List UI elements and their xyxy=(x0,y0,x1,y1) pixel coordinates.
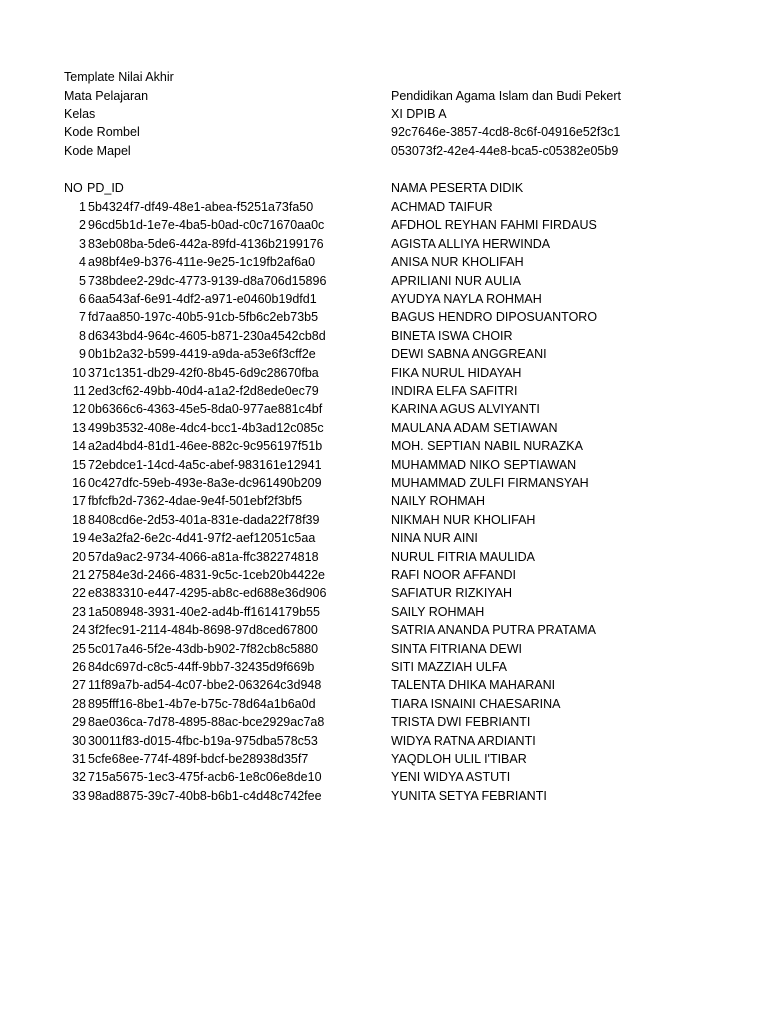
row-pd-id: 5c017a46-5f2e-43db-b902-7f82cb8c5880 xyxy=(88,641,319,656)
row-number: 2 xyxy=(79,218,86,233)
meta-row-kode-rombel xyxy=(0,123,768,141)
meta-value: Pendidikan Agama Islam dan Budi Pekert xyxy=(391,89,621,103)
row-number: 19 xyxy=(72,531,86,546)
row-student-name: SAFIATUR RIZKIYAH xyxy=(391,586,513,601)
row-pd-id: 738bdee2-29dc-4773-9139-d8a706d15896 xyxy=(88,273,327,288)
document-title: Template Nilai Akhir xyxy=(64,70,174,84)
row-student-name: SITI MAZZIAH ULFA xyxy=(391,660,507,674)
row-number: 26 xyxy=(72,660,86,674)
table-row xyxy=(0,382,768,400)
row-student-name: NIKMAH NUR KHOLIFAH xyxy=(391,512,536,527)
row-number: 27 xyxy=(72,678,86,693)
meta-row-kode-mapel xyxy=(0,142,768,160)
row-student-name: KARINA AGUS ALVIYANTI xyxy=(391,402,540,417)
table-row xyxy=(0,253,768,271)
row-student-name: ACHMAD TAIFUR xyxy=(391,200,493,214)
table-row xyxy=(0,511,768,529)
row-pd-id: 4e3a2fa2-6e2c-4d41-97f2-aef12051c5aa xyxy=(88,531,316,546)
row-number: 7 xyxy=(79,310,86,325)
row-pd-id: 57da9ac2-9734-4066-a81a-ffc382274818 xyxy=(88,549,319,564)
row-pd-id: 84dc697d-c8c5-44ff-9bb7-32435d9f669b xyxy=(88,660,315,674)
row-pd-id: fd7aa850-197c-40b5-91cb-5fb6c2eb73b5 xyxy=(88,310,319,325)
row-pd-id: a2ad4bd4-81d1-46ee-882c-9c956197f51b xyxy=(88,439,323,454)
row-number: 28 xyxy=(72,696,86,711)
row-student-name: YAQDLOH ULIL I'TIBAR xyxy=(391,752,527,766)
row-student-name: APRILIANI NUR AULIA xyxy=(391,273,521,288)
row-student-name: TALENTA DHIKA MAHARANI xyxy=(391,678,556,693)
row-number: 10 xyxy=(72,365,86,380)
row-pd-id: 27584e3d-2466-4831-9c5c-1ceb20b4422e xyxy=(88,568,326,582)
row-pd-id: 5b4324f7-df49-48e1-abea-f5251a73fa50 xyxy=(88,200,314,214)
row-student-name: FIKA NURUL HIDAYAH xyxy=(391,365,522,380)
row-student-name: MOH. SEPTIAN NABIL NURAZKA xyxy=(391,439,583,454)
row-number: 6 xyxy=(79,292,86,306)
table-row xyxy=(0,364,768,382)
row-student-name: TIARA ISNAINI CHAESARINA xyxy=(391,696,561,711)
row-pd-id: 11f89a7b-ad54-4c07-bbe2-063264c3d948 xyxy=(88,678,322,693)
row-number: 17 xyxy=(72,494,86,509)
row-student-name: SAILY ROHMAH xyxy=(391,604,485,619)
table-row xyxy=(0,400,768,418)
row-pd-id: 30011f83-d015-4fbc-b19a-975dba578c53 xyxy=(88,733,318,748)
row-student-name: YENI WIDYA ASTUTI xyxy=(391,770,511,785)
row-pd-id: 3f2fec91-2114-484b-8698-97d8ced67800 xyxy=(88,623,318,638)
row-number: 4 xyxy=(79,255,86,270)
meta-value: XI DPIB A xyxy=(391,107,447,121)
row-number: 32 xyxy=(72,770,86,785)
row-pd-id: 0c427dfc-59eb-493e-8a3e-dc961490b209 xyxy=(88,476,322,490)
table-row xyxy=(0,345,768,363)
table-header xyxy=(0,179,768,197)
row-number: 3 xyxy=(79,236,86,251)
row-student-name: RAFI NOOR AFFANDI xyxy=(391,568,517,582)
row-pd-id: 2ed3cf62-49bb-40d4-a1a2-f2d8ede0ec79 xyxy=(88,384,319,398)
table-row xyxy=(0,676,768,694)
table-row xyxy=(0,732,768,750)
row-student-name: DEWI SABNA ANGGREANI xyxy=(391,347,547,362)
table-row xyxy=(0,437,768,455)
table-row xyxy=(0,290,768,308)
row-pd-id: 96cd5b1d-1e7e-4ba5-b0ad-c0c71670aa0c xyxy=(88,218,325,233)
row-student-name: ANISA NUR KHOLIFAH xyxy=(391,255,524,270)
row-student-name: AFDHOL REYHAN FAHMI FIRDAUS xyxy=(391,218,597,233)
row-number: 20 xyxy=(72,549,86,564)
table-row xyxy=(0,584,768,602)
row-number: 1 xyxy=(79,200,86,214)
row-pd-id: 83eb08ba-5de6-442a-89fd-4136b2199176 xyxy=(88,236,324,251)
header-pd-id: PD_ID xyxy=(87,181,124,195)
row-student-name: TRISTA DWI FEBRIANTI xyxy=(391,715,531,730)
row-student-name: NURUL FITRIA MAULIDA xyxy=(391,549,536,564)
meta-label: Kelas xyxy=(64,107,96,121)
meta-row-kelas xyxy=(0,105,768,123)
table-row xyxy=(0,695,768,713)
row-pd-id: a98bf4e9-b376-411e-9e25-1c19fb2af6a0 xyxy=(88,255,316,270)
row-number: 18 xyxy=(72,512,86,527)
table-row xyxy=(0,787,768,805)
row-student-name: SATRIA ANANDA PUTRA PRATAMA xyxy=(391,623,596,638)
table-row xyxy=(0,548,768,566)
header-name: NAMA PESERTA DIDIK xyxy=(391,181,524,195)
row-pd-id: 98ad8875-39c7-40b8-b6b1-c4d48c742fee xyxy=(88,788,322,803)
row-pd-id: 72ebdce1-14cd-4a5c-abef-983161e12941 xyxy=(88,457,322,472)
meta-value: 92c7646e-3857-4cd8-8c6f-04916e52f3c1 xyxy=(391,125,621,139)
row-pd-id: e8383310-e447-4295-ab8c-ed688e36d906 xyxy=(88,586,327,601)
row-number: 13 xyxy=(72,420,86,435)
row-number: 14 xyxy=(72,439,86,454)
row-student-name: MUHAMMAD NIKO SEPTIAWAN xyxy=(391,457,577,472)
table-row xyxy=(0,308,768,326)
table-row xyxy=(0,456,768,474)
meta-value: 053073f2-42e4-44e8-bca5-c05382e05b9 xyxy=(391,144,619,158)
row-number: 25 xyxy=(72,641,86,656)
table-row xyxy=(0,474,768,492)
row-pd-id: 895fff16-8be1-4b7e-b75c-78d64a1b6a0d xyxy=(88,696,316,711)
meta-label: Kode Rombel xyxy=(64,125,140,139)
row-pd-id: 8408cd6e-2d53-401a-831e-dada22f78f39 xyxy=(88,512,320,527)
row-pd-id: d6343bd4-964c-4605-b871-230a4542cb8d xyxy=(88,328,326,343)
row-pd-id: 5cfe68ee-774f-489f-bdcf-be28938d35f7 xyxy=(88,752,309,766)
row-pd-id: 0b6366c6-4363-45e5-8da0-977ae881c4bf xyxy=(88,402,323,417)
row-number: 29 xyxy=(72,715,86,730)
row-pd-id: fbfcfb2d-7362-4dae-9e4f-501ebf2f3bf5 xyxy=(88,494,303,509)
row-student-name: AYUDYA NAYLA ROHMAH xyxy=(391,292,542,306)
row-student-name: SINTA FITRIANA DEWI xyxy=(391,641,523,656)
row-pd-id: 0b1b2a32-b599-4419-a9da-a53e6f3cff2e xyxy=(88,347,316,362)
table-row xyxy=(0,640,768,658)
row-number: 5 xyxy=(79,273,86,288)
row-number: 12 xyxy=(72,402,86,417)
table-row xyxy=(0,658,768,676)
table-row xyxy=(0,713,768,731)
row-number: 21 xyxy=(72,568,86,582)
header-no: NO xyxy=(64,181,83,195)
row-number: 16 xyxy=(72,476,86,490)
table-row xyxy=(0,235,768,253)
meta-label: Mata Pelajaran xyxy=(64,89,149,103)
table-row xyxy=(0,216,768,234)
row-number: 9 xyxy=(79,347,86,362)
row-number: 24 xyxy=(72,623,86,638)
table-row xyxy=(0,327,768,345)
row-pd-id: 8ae036ca-7d78-4895-88ac-bce2929ac7a8 xyxy=(88,715,325,730)
row-number: 15 xyxy=(72,457,86,472)
row-student-name: MUHAMMAD ZULFI FIRMANSYAH xyxy=(391,476,589,490)
table-row xyxy=(0,198,768,216)
table-row xyxy=(0,492,768,510)
title-row xyxy=(0,68,768,86)
table-row xyxy=(0,419,768,437)
table-row xyxy=(0,768,768,786)
row-pd-id: 1a508948-3931-40e2-ad4b-ff1614179b55 xyxy=(88,604,320,619)
table-row xyxy=(0,566,768,584)
row-student-name: WIDYA RATNA ARDIANTI xyxy=(391,733,536,748)
table-row xyxy=(0,621,768,639)
table-row xyxy=(0,529,768,547)
row-number: 31 xyxy=(72,752,86,766)
row-student-name: YUNITA SETYA FEBRIANTI xyxy=(391,788,547,803)
row-student-name: BAGUS HENDRO DIPOSUANTORO xyxy=(391,310,598,325)
table-row xyxy=(0,750,768,768)
row-student-name: INDIRA ELFA SAFITRI xyxy=(391,384,518,398)
row-pd-id: 6aa543af-6e91-4df2-a971-e0460b19dfd1 xyxy=(88,292,317,306)
row-number: 22 xyxy=(72,586,86,601)
meta-label: Kode Mapel xyxy=(64,144,131,158)
table-row xyxy=(0,272,768,290)
row-student-name: NINA NUR AINI xyxy=(391,531,478,546)
row-number: 8 xyxy=(79,328,86,343)
row-pd-id: 499b3532-408e-4dc4-bcc1-4b3ad12c085c xyxy=(88,420,324,435)
row-pd-id: 715a5675-1ec3-475f-acb6-1e8c06e8de10 xyxy=(88,770,322,785)
row-pd-id: 371c1351-db29-42f0-8b45-6d9c28670fba xyxy=(88,365,319,380)
meta-row-mata-pelajaran xyxy=(0,87,768,105)
table-row xyxy=(0,603,768,621)
row-number: 23 xyxy=(72,604,86,619)
row-student-name: MAULANA ADAM SETIAWAN xyxy=(391,420,558,435)
row-student-name: AGISTA ALLIYA HERWINDA xyxy=(391,236,551,251)
row-student-name: BINETA ISWA CHOIR xyxy=(391,328,513,343)
row-number: 11 xyxy=(73,384,86,398)
row-number: 30 xyxy=(72,733,86,748)
row-student-name: NAILY ROHMAH xyxy=(391,494,486,509)
row-number: 33 xyxy=(72,788,86,803)
